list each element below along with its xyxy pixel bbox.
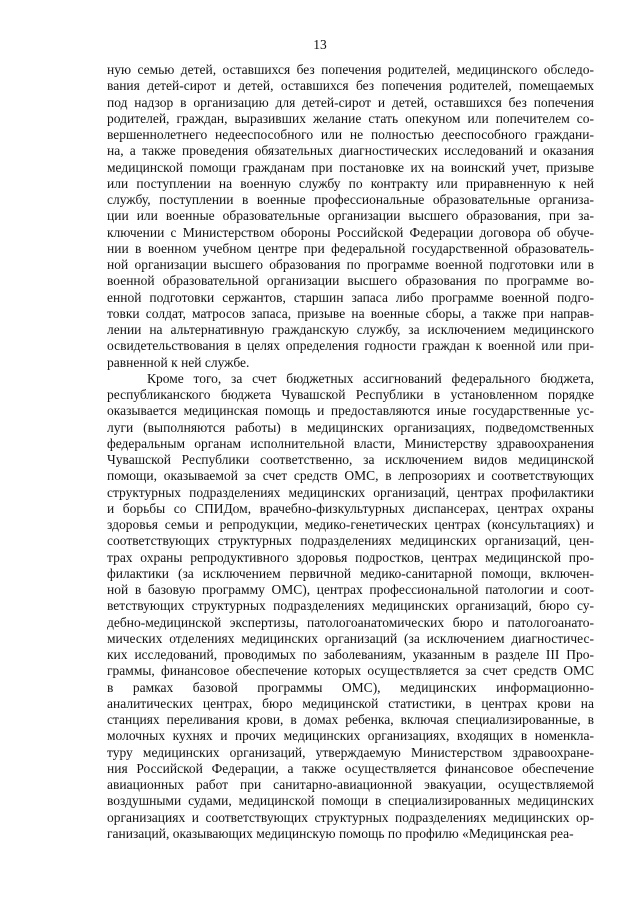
text-line: трах охраны репродуктивного здоровья подростков, центрах медицинской про- <box>107 549 594 565</box>
text-line: и борьбы со СПИДом, врачебно-физкультурных диспансерах, центрах охраны <box>107 500 594 516</box>
text-line: ветствующих структурных подразделениях медицинских организаций, бюро су- <box>107 598 594 614</box>
text-line: республиканского бюджета Чувашской Республики в установленном порядке <box>107 387 594 402</box>
text-line: службу, поступлении в военные профессиональные образовательные организа- <box>107 192 594 207</box>
text-line: молочных кухнях и прочих медицинских организациях, входящих в номенкла- <box>107 728 594 744</box>
text-line: равненной к ней службе. <box>107 354 250 370</box>
paragraph-1 <box>107 62 594 371</box>
text-line: структурных подразделениях медицинских организаций, центрах профилактики <box>107 484 594 500</box>
text-line: Кроме того, за счет бюджетных ассигнований федерального бюджета, <box>147 370 594 386</box>
text-line: мических отделениях медицинских организаций (за исключением диагностичес- <box>107 630 594 646</box>
text-line: дебно-медицинской экспертизы, патологоанатомических бюро и патологоанато- <box>107 614 594 630</box>
text-line: воздушными судами, медицинской помощи в специализированных медицинских <box>107 793 594 809</box>
text-line: енной подготовки сержантов, старшин запаса либо программе военной подго- <box>107 289 594 305</box>
text-line: ния Российской Федерации, а также осуществляется финансовое обеспечение <box>107 760 594 776</box>
text-line: оказывается медицинская помощь и предоставляются иные государственные ус- <box>107 403 594 419</box>
text-line: ких исследований, проводимых по заболеваниям, указанным в разделе III Про- <box>107 647 594 662</box>
body-text <box>107 62 594 842</box>
text-line: ной организации высшего образования по программе военной подготовки или в <box>107 257 594 272</box>
text-line: ключении с Министерством обороны Российской Федерации договора об обуче- <box>107 224 594 240</box>
text-line: организациях и соответствующих структурных подразделениях медицинских ор- <box>107 809 594 825</box>
text-line: под надзор в организацию для детей-сирот и детей, оставшихся без попечения <box>107 94 594 110</box>
text-line: в рамках базовой программы ОМС), медицинских информационно- <box>107 679 594 695</box>
text-line: туру медицинских организаций, утверждаемую Министерством здравоохране- <box>107 744 594 760</box>
page-number: 13 <box>313 37 327 52</box>
text-line: лении на альтернативную гражданскую службу, за исключением медицинского <box>107 322 594 337</box>
text-line: аналитических центрах, бюро медицинской статистики, в центрах крови на <box>107 695 594 711</box>
text-line: федеральным органам исполнительной власти, Министерству здравоохранения <box>107 435 594 451</box>
text-line: луги (выполняются работы) в медицинских организациях, подведомственных <box>107 419 594 435</box>
text-line: граммы, финансовое обеспечение которых осуществляется за счет средств ОМС <box>107 663 594 679</box>
text-line: помощи, оказываемой за счет средств ОМС, в лепрозориях и соответствующих <box>107 468 594 484</box>
text-line: или поступлении на военную службу по контракту или приравненную к ней <box>107 175 594 191</box>
text-line: соответствующих структурных подразделениях медицинских организаций, цен- <box>107 533 594 549</box>
text-line: ганизаций, оказывающих медицинскую помощь по профилю «Медицинская реа- <box>107 825 574 841</box>
text-line: станциях переливания крови, в домах ребенка, включая специализированные, в <box>107 712 594 727</box>
text-line: филактики (за исключением первичной медико-санитарной помощи, включен- <box>107 565 594 581</box>
text-line: товки солдат, матросов запаса, призыве на военные сборы, а также при направ- <box>107 305 594 321</box>
text-line: вания детей-сирот и детей, оставшихся без попечения родителей, помещаемых <box>107 78 594 94</box>
text-line: медицинской помощи гражданам при постановке их на воинский учет, призыве <box>107 159 594 175</box>
text-line: военной образовательной организации высшего образования по программе во- <box>107 273 594 289</box>
text-line: ную семью детей, оставшихся без попечения родителей, медицинского обследо- <box>107 62 594 77</box>
text-line: Чувашской Республики соответственно, за исключением видов медицинской <box>107 452 594 467</box>
paragraph-2 <box>107 371 594 842</box>
text-line: ной в базовую программу ОМС), центрах профессиональной патологии и соот- <box>107 582 594 597</box>
text-line: авиационных работ при санитарно-авиационной эвакуации, осуществляемой <box>107 777 594 792</box>
text-line: освидетельствования в целях определения годности граждан к военной или при- <box>107 338 594 354</box>
text-line: ции или военные образовательные организации высшего образования, при за- <box>107 208 594 224</box>
text-line: родителей, граждан, выразивших желание стать опекуном или попечителем со- <box>107 110 594 126</box>
text-line: вершеннолетнего недееспособного или не полностью дееспособного граждани- <box>107 127 594 142</box>
text-line: нии в военном учебном центре при федеральной государственной образователь- <box>107 240 594 256</box>
text-line: здоровья семьи и репродукции, медико-генетических центрах (консультациях) и <box>107 517 594 532</box>
text-line: на, а также проведения обязательных диагностических исследований и оказания <box>107 143 594 159</box>
